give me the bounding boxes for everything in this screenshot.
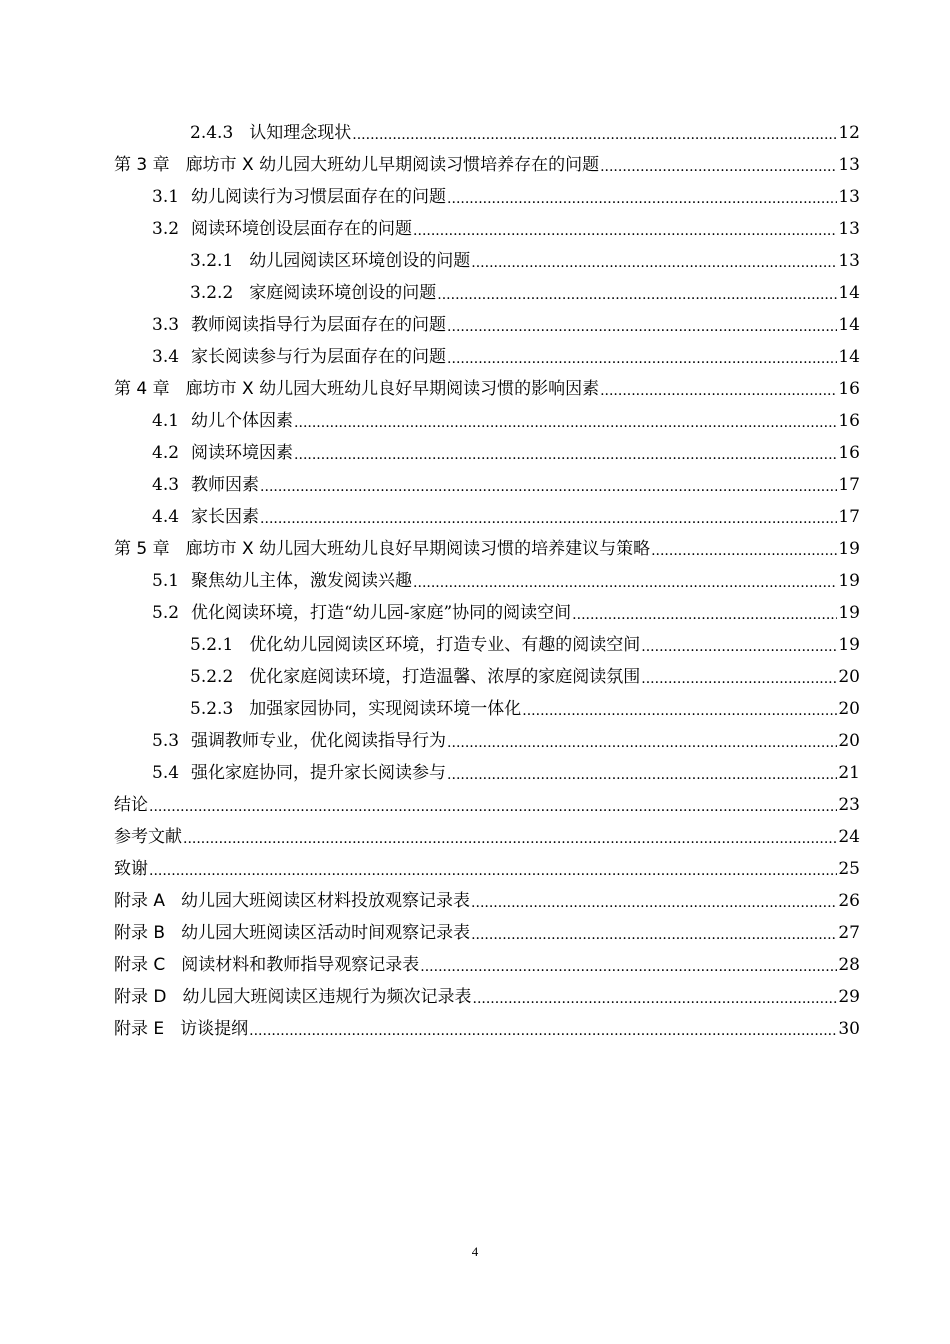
toc-entry-title: 家长因素 (191, 507, 260, 527)
toc-entry-page: 13 (838, 187, 860, 207)
toc-entry-title: 参考文献 (114, 827, 182, 847)
toc-entry-title: 家庭阅读环境创设的问题 (249, 283, 437, 303)
toc-entry-title: 廊坊市 X 幼儿园大班幼儿良好早期阅读习惯的影响因素 (185, 379, 600, 399)
toc-entry[interactable] (114, 309, 860, 341)
toc-entry-page: 16 (838, 443, 860, 463)
toc-entry[interactable] (114, 117, 860, 149)
toc-entry-title: 廊坊市 X 幼儿园大班幼儿良好早期阅读习惯的培养建议与策略 (185, 539, 651, 559)
toc-entry-number: 附录 A (114, 891, 166, 911)
toc-entry-title: 阅读材料和教师指导观察记录表 (181, 955, 420, 975)
toc-entry-title: 认知理念现状 (249, 123, 352, 143)
toc-dot-leader (420, 949, 837, 981)
toc-entry[interactable] (114, 629, 860, 661)
toc-entry-title: 强调教师专业，优化阅读指导行为 (191, 731, 447, 751)
toc-entry[interactable] (114, 597, 860, 629)
toc-dot-leader (641, 661, 837, 693)
toc-entry-page: 20 (838, 699, 860, 719)
toc-entry-page: 19 (838, 635, 860, 655)
toc-dot-leader (447, 341, 837, 373)
toc-entry-page: 19 (838, 571, 860, 591)
toc-dot-leader (413, 213, 837, 245)
toc-entry-title: 幼儿园大班阅读区活动时间观察记录表 (181, 923, 471, 943)
toc-entry-page: 13 (838, 155, 860, 175)
toc-entry[interactable] (114, 917, 860, 949)
toc-entry-title: 访谈提纲 (180, 1019, 249, 1039)
toc-entry[interactable] (114, 437, 860, 469)
toc-dot-leader (447, 725, 837, 757)
toc-entry-title: 教师阅读指导行为层面存在的问题 (191, 315, 447, 335)
toc-entry-number: 3.4 (152, 347, 180, 367)
toc-dot-leader (447, 309, 837, 341)
toc-entry-title: 加强家园协同，实现阅读环境一体化 (249, 699, 522, 719)
toc-entry-title: 结论 (114, 795, 148, 815)
toc-entry-number: 3.2.1 (190, 251, 234, 271)
toc-entry[interactable] (114, 245, 860, 277)
toc-entry-number: 3.3 (152, 315, 180, 335)
toc-entry[interactable] (114, 693, 860, 725)
toc-entry-title: 优化幼儿园阅读区环境，打造专业、有趣的阅读空间 (249, 635, 641, 655)
toc-entry[interactable] (114, 885, 860, 917)
toc-entry[interactable] (114, 821, 860, 853)
toc-entry-page: 28 (838, 955, 860, 975)
toc-entry[interactable] (114, 789, 860, 821)
page-number: 4 (471, 1244, 479, 1259)
toc-entry-number: 5.1 (152, 571, 180, 591)
toc-entry-page: 24 (838, 827, 860, 847)
toc-dot-leader (651, 533, 837, 565)
toc-dot-leader (149, 789, 837, 821)
toc-entry-title: 家长阅读参与行为层面存在的问题 (191, 347, 447, 367)
toc-entry-title: 致谢 (114, 859, 148, 879)
toc-entry-page: 16 (838, 379, 860, 399)
toc-entry[interactable] (114, 981, 860, 1013)
toc-entry-title: 优化阅读环境，打造“幼儿园-家庭”协同的阅读空间 (191, 603, 572, 623)
toc-dot-leader (600, 149, 837, 181)
toc-dot-leader (413, 565, 837, 597)
toc-entry-number: 第 5 章 (114, 539, 170, 559)
toc-entry[interactable] (114, 661, 860, 693)
toc-entry-number: 5.2.1 (190, 635, 234, 655)
toc-entry-title: 幼儿园大班阅读区材料投放观察记录表 (181, 891, 471, 911)
toc-dot-leader (641, 629, 837, 661)
toc-entry-page: 30 (838, 1019, 860, 1039)
toc-dot-leader (600, 373, 837, 405)
toc-entry[interactable] (114, 373, 860, 405)
toc-entry-page: 19 (838, 539, 860, 559)
toc-entry-number: 3.1 (152, 187, 180, 207)
toc-entry-number: 3.2.2 (190, 283, 234, 303)
toc-entry-page: 25 (838, 859, 860, 879)
toc-entry[interactable] (114, 181, 860, 213)
toc-entry-page: 14 (838, 283, 860, 303)
toc-entry-page: 13 (838, 251, 860, 271)
toc-entry-number: 5.2.3 (190, 699, 234, 719)
toc-entry-page: 26 (838, 891, 860, 911)
toc-entry-number: 5.2.2 (190, 667, 234, 687)
toc-entry-page: 14 (838, 315, 860, 335)
toc-entry-page: 16 (838, 411, 860, 431)
toc-entry[interactable] (114, 469, 860, 501)
toc-entry-title: 廊坊市 X 幼儿园大班幼儿早期阅读习惯培养存在的问题 (185, 155, 600, 175)
toc-entry-page: 27 (838, 923, 860, 943)
toc-entry-number: 5.2 (152, 603, 180, 623)
toc-entry-page: 19 (838, 603, 860, 623)
toc-dot-leader (352, 117, 837, 149)
toc-entry-number: 3.2 (152, 219, 180, 239)
toc-entry-page: 21 (838, 763, 860, 783)
toc-dot-leader (471, 885, 837, 917)
toc-entry-number: 4.3 (152, 475, 180, 495)
toc-entry-number: 附录 E (114, 1019, 165, 1039)
toc-entry-number: 4.4 (152, 507, 180, 527)
table-of-contents (114, 117, 860, 1045)
toc-entry-title: 强化家庭协同，提升家长阅读参与 (191, 763, 447, 783)
toc-entry-number: 4.1 (152, 411, 180, 431)
toc-entry-number: 第 4 章 (114, 379, 170, 399)
toc-entry[interactable] (114, 853, 860, 885)
toc-entry-title: 阅读环境创设层面存在的问题 (191, 219, 413, 239)
toc-entry-number: 5.3 (152, 731, 180, 751)
toc-entry-page: 13 (838, 219, 860, 239)
toc-dot-leader (473, 981, 838, 1013)
toc-dot-leader (447, 181, 837, 213)
toc-entry-page: 29 (838, 987, 860, 1007)
toc-entry-number: 第 3 章 (114, 155, 170, 175)
toc-entry-title: 阅读环境因素 (191, 443, 294, 463)
toc-dot-leader (249, 1013, 837, 1045)
toc-entry[interactable] (114, 405, 860, 437)
toc-entry-title: 幼儿园大班阅读区违规行为频次记录表 (182, 987, 472, 1007)
toc-dot-leader (522, 693, 837, 725)
toc-dot-leader (447, 757, 837, 789)
toc-entry-page: 20 (838, 667, 860, 687)
toc-entry[interactable] (114, 1013, 860, 1045)
toc-entry[interactable] (114, 725, 860, 757)
toc-dot-leader (149, 853, 837, 885)
toc-entry-page: 17 (838, 475, 860, 495)
toc-entry[interactable] (114, 277, 860, 309)
toc-entry-number: 附录 D (114, 987, 167, 1007)
toc-entry-number: 附录 B (114, 923, 166, 943)
toc-dot-leader (260, 469, 837, 501)
toc-dot-leader (183, 821, 837, 853)
toc-dot-leader (294, 437, 837, 469)
toc-dot-leader (572, 597, 837, 629)
toc-entry-title: 幼儿园阅读区环境创设的问题 (249, 251, 471, 271)
toc-entry-title: 教师因素 (191, 475, 260, 495)
toc-entry[interactable] (114, 757, 860, 789)
toc-dot-leader (471, 917, 837, 949)
toc-entry-page: 14 (838, 347, 860, 367)
toc-entry-title: 聚焦幼儿主体，激发阅读兴趣 (191, 571, 413, 591)
toc-entry-number: 4.2 (152, 443, 180, 463)
toc-entry-number: 5.4 (152, 763, 180, 783)
toc-dot-leader (294, 405, 837, 437)
toc-entry-page: 12 (838, 123, 860, 143)
toc-entry-number: 2.4.3 (190, 123, 234, 143)
toc-entry[interactable] (114, 149, 860, 181)
toc-dot-leader (471, 245, 837, 277)
toc-entry-number: 附录 C (114, 955, 166, 975)
toc-entry-title: 幼儿阅读行为习惯层面存在的问题 (191, 187, 447, 207)
toc-entry[interactable] (114, 565, 860, 597)
toc-entry[interactable] (114, 213, 860, 245)
toc-entry[interactable] (114, 341, 860, 373)
toc-dot-leader (437, 277, 837, 309)
toc-entry[interactable] (114, 949, 860, 981)
toc-entry[interactable] (114, 533, 860, 565)
toc-entry-title: 优化家庭阅读环境，打造温馨、浓厚的家庭阅读氛围 (249, 667, 641, 687)
toc-entry-page: 17 (838, 507, 860, 527)
toc-dot-leader (260, 501, 837, 533)
toc-entry[interactable] (114, 501, 860, 533)
toc-entry-title: 幼儿个体因素 (191, 411, 294, 431)
toc-entry-page: 23 (838, 795, 860, 815)
toc-entry-page: 20 (838, 731, 860, 751)
